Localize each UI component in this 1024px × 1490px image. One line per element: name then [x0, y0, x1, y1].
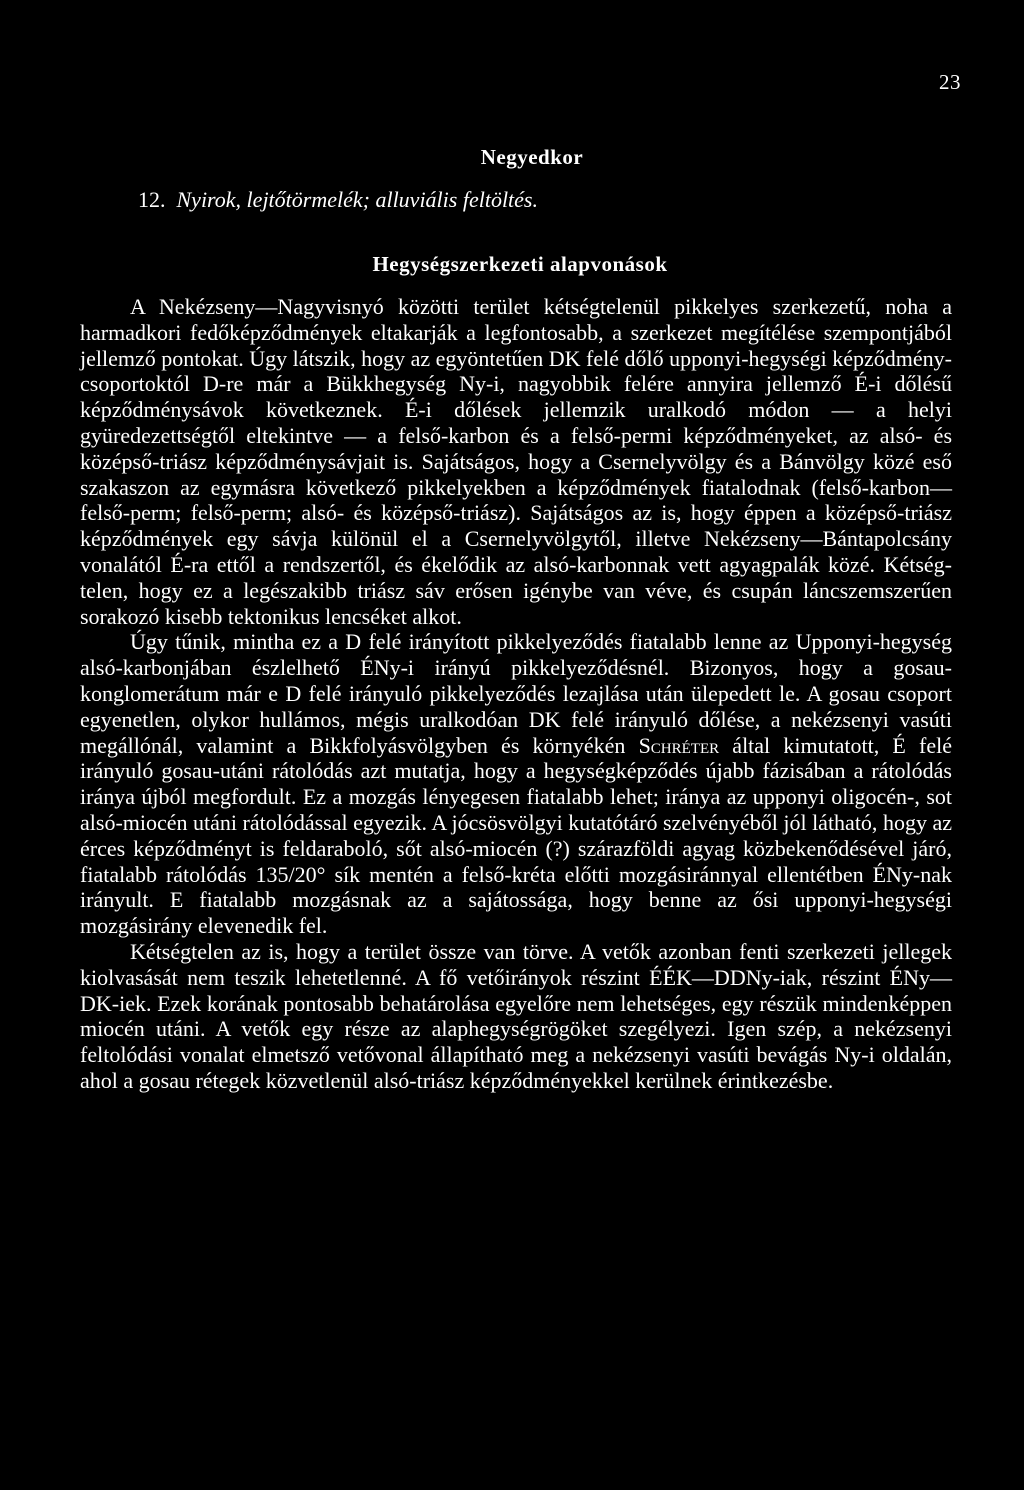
list-item [138, 187, 538, 213]
section-heading-quaternary: Negyedkor [480, 145, 584, 169]
author-name: Schréter [638, 732, 720, 758]
body-text [80, 294, 952, 1094]
paragraph: Kétségtelen az is, hogy a terület össze van törve. A vetők azonban fenti szerkezeti jellegek kiolvasását nem teszik lehetetlenné. A fő vetőirányok részint ÉÉK—DDNy-iak, részint ÉNy—DK-iek. Ezek korának pontosabb behatárolása egyelőre nem lehetséges, egy részük mindenképpen miocén utáni. A vetők egy része az alaphegységrögöket szegélyezi. Igen szép, a nekézsenyi feltolódási vonalat elmetsző vetővonal állapítható meg a nekézsenyi vasúti bevágás Ny-i oldalán, ahol a gosau rétegek közvetlenül alsó-triász képződményekkel kerülnek érintkezésbe. [80, 938, 952, 1093]
list-item-text: Nyirok, lejtőtörmelék; alluviális feltöltés. [176, 187, 538, 212]
section-heading-structure: Hegységszerkezeti alapvonások [372, 252, 668, 276]
paragraph: Úgy tűnik, mintha ez a D felé irányított pikkelyeződés fiatalabb lenne az Upponyi-hegység alsó-karbonjában észlelhető ÉNy-i irányú pikkelyeződésnél. Bizonyos, hogy a gosau-konglomerátum már e D felé irányuló pikkelyeződés lezajlása után ülepedett le. A gosau csoport egyenetlen, olykor hullámos, mégis uralkodóan DK felé irányuló dőlése, a nekézsenyi vasúti megállónál, valamint a Bikkfolyásvölgyben és környékén Schréter által kimutatott, É felé irányuló gosau-utáni rátolódás azt mutatja, hogy a hegységképződés újabb fázisában a rátolódás iránya újból megfordult. Ez a mozgás lényegesen fiatalabb lehet; iránya az upponyi oligocén-, sot alsó-miocén utáni rátolódással egyezik. A jócsösvölgyi kutatótáró szelvényéből jól látható, hogy az érces képződményt is feldaraboló, sőt alsó-miocén (?) szárazföldi agyag közbekenődésével járó, fiatalabb rátolódás 135/20° sík mentén a felső-kréta előtti mozgásiránnyal ellentétben ÉNy-nak irányult. E fiatalabb mozgásnak az a sajátossága, hogy benne az ősi upponyi-hegységi mozgásirány elevenedik fel. [80, 629, 952, 939]
list-item-number: 12. [138, 187, 166, 212]
paragraph: A Nekézseny—Nagyvisnyó közötti terület kétségtelenül pikkelyes szerkezetű, noha a harmadkori fedőképződmények eltakarják a legfontosabb, a szerkezet megítélése szempontjából jellemző pontokat. Úgy látszik, hogy az egyöntetűen DK felé dőlő upponyi-hegységi képződménycsoportoktól D-re már a Bükkhegység Ny-i, nagyobbik felére annyira jellemző É-i dőlésű képződménysávok következnek. É-i dőlések jellemzik uralkodó módon — a helyi gyüredezettségtől eltekintve — a felső-karbon és a felső-permi képződményeket, az alsó- és középső-triász képződménysávjait is. Sajátságos, hogy a Csernelyvölgy és a Bánvölgy közé eső szakaszon az egymásra következő pikkelyekben a képződmények fiatalodnak (felső-karbon—felső-perm; felső-perm; alsó- és középső-triász). Sajátságos az is, hogy éppen a középső-triász képződmények egy sávja különül el a Csernelyvölgytől, illetve Nekézseny—Bántapolcsány vonalától É-ra ettől a rendszertől, és ékelődik az alsó-karbonnak vett agyagpalák közé. Kétségtelen, hogy ez a legészakibb triász sáv erősen igénybe van véve, és csupán láncszemszerűen sorakozó kisebb tektonikus lencséket alkot. [80, 294, 952, 629]
page-number: 23 [939, 70, 961, 94]
